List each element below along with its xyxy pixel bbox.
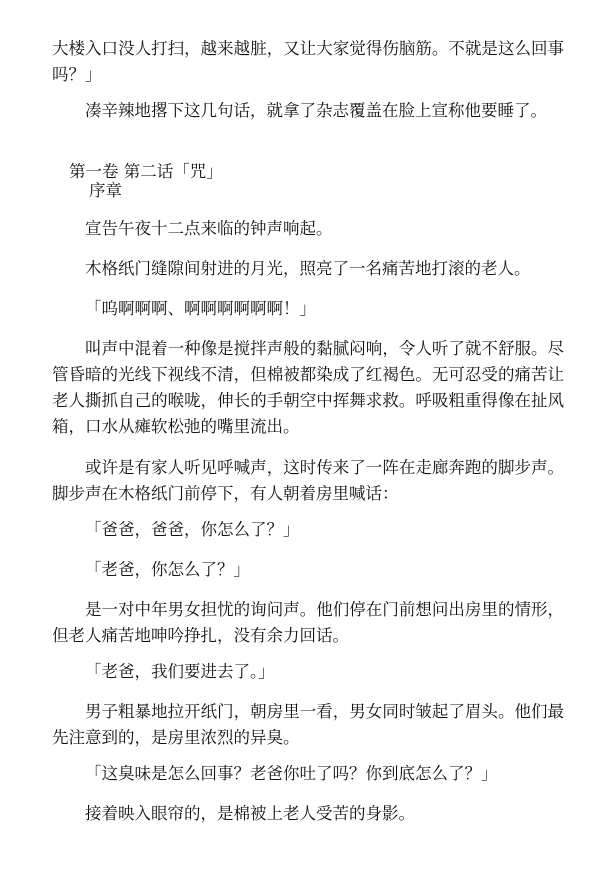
paragraph-2: 凑辛辣地撂下这几句话，就拿了杂志覆盖在脸上宣称他要睡了。 — [85, 101, 547, 120]
section-heading: 序章 — [89, 181, 122, 200]
paragraph-4: 木格纸门缝隙间射进的月光，照亮了一名痛苦地打滚的老人。 — [85, 259, 531, 278]
paragraph-5: 「呜啊啊啊、啊啊啊啊啊啊！」 — [85, 299, 316, 318]
paragraph-9: 「老爸，你怎么了？」 — [85, 560, 250, 579]
paragraph-1: 大楼入口没人打扫，越来越脏，又让大家觉得伤脑筋。不就是这么回事吗？」 — [52, 39, 564, 84]
chapter-heading: 第一卷 第二话「咒」 — [69, 162, 223, 181]
paragraph-7: 或许是有家人听见呼喊声，这时传来了一阵在走廊奔跑的脚步声。脚步声在木格纸门前停下，有人朝着房里喊话： — [52, 458, 564, 503]
paragraph-6: 叫声中混着一种像是搅拌声般的黏腻闷响，令人听了就不舒服。尽管昏暗的光线下视线不清，但棉被都染成了红褐色。无可忍受的痛苦让老人撕抓自己的喉咙，伸长的手朝空中挥舞求救。呼吸粗重得像在扯风箱，口水从瘫软松弛的嘴里流出。 — [52, 339, 564, 436]
paragraph-11: 「老爸，我们要进去了。」 — [85, 662, 275, 681]
paragraph-10: 是一对中年男女担忧的询问声。他们停在门前想问出房里的情形，但老人痛苦地呻吟挣扎，没有余力回话。 — [52, 600, 564, 645]
paragraph-12: 男子粗暴地拉开纸门，朝房里一看，男女同时皱起了眉头。他们最先注意到的，是房里浓烈的异臭。 — [52, 702, 564, 747]
paragraph-8: 「爸爸，爸爸，你怎么了？」 — [85, 520, 300, 539]
paragraph-13: 「这臭味是怎么回事？老爸你吐了吗？你到底怎么了？」 — [85, 764, 498, 783]
paragraph-14: 接着映入眼帘的，是棉被上老人受苦的身影。 — [85, 804, 415, 823]
paragraph-3: 宣告午夜十二点来临的钟声响起。 — [85, 219, 333, 238]
